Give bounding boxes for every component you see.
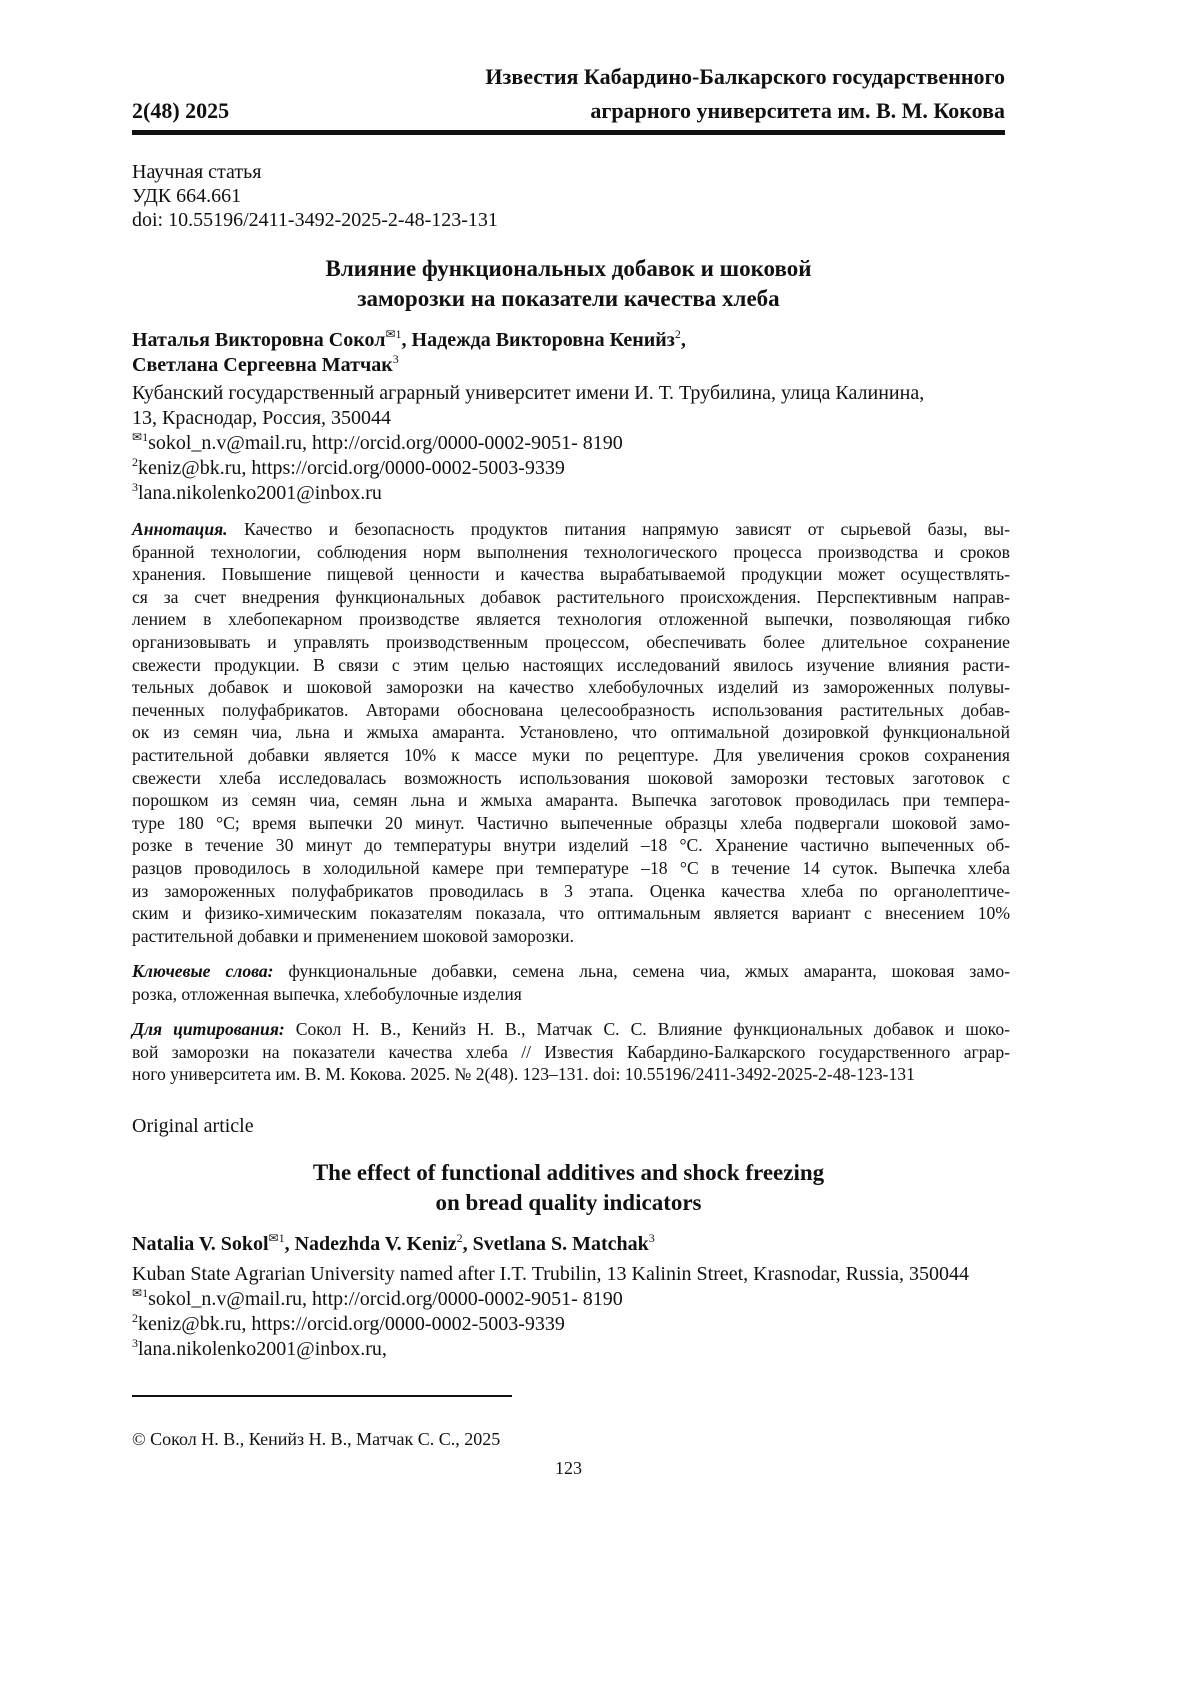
paragraph-line: [132, 880, 1010, 903]
footnote-rule: [132, 1395, 512, 1397]
envelope-icon: ✉: [385, 326, 396, 341]
paragraph-line: [132, 721, 1010, 744]
author: Наталья Викторовна Сокол: [132, 329, 386, 351]
affil-mark: 1: [142, 1285, 149, 1300]
envelope-icon: ✉: [132, 429, 143, 444]
affil-mark: 1: [142, 429, 149, 444]
affiliation-line: 13, Краснодар, Россия, 350044: [132, 407, 392, 429]
author: Natalia V. Sokol: [132, 1233, 269, 1255]
copyright: © Сокол Н. В., Кенийз Н. В., Матчак С. С., 2025: [132, 1429, 501, 1449]
paragraph-line: [132, 983, 1010, 1006]
paragraph-line: [132, 676, 1010, 699]
doi: doi: 10.55196/2411-3492-2025-2-48-123-131: [132, 209, 498, 231]
affil-mark: 2: [132, 1310, 138, 1325]
affil-mark: 2: [456, 1230, 463, 1245]
author: Svetlana S. Matchak: [472, 1233, 649, 1255]
paragraph-text: свежести хлеба исследовалась возможность использования шоковой заморозки тестовых заготовок с: [132, 767, 1010, 788]
paragraph-label: Ключевые слова:: [132, 961, 274, 981]
page-number: 123: [555, 1458, 582, 1478]
paragraph-line: [132, 812, 1010, 835]
article-meta: [132, 160, 498, 232]
sep: ,: [462, 1233, 473, 1255]
paragraph-text: хранения. Повышение пищевой ценности и качества вырабатываемой продукции может осуществлять-: [132, 564, 1010, 585]
paragraph-label: Аннотация.: [132, 519, 228, 539]
issue-number: 2(48) 2025: [132, 98, 230, 123]
en-article-type: Original article: [132, 1115, 254, 1137]
paragraph-line: [132, 789, 1010, 812]
paragraph-text: растительной добавки является 10% к массе муки по рецептуре. Для увеличения сроков сохранения: [132, 744, 1010, 765]
udc: УДК 664.661: [132, 185, 242, 207]
affil-mark: 2: [674, 326, 681, 341]
envelope-icon: ✉: [268, 1230, 279, 1245]
paragraph-text: ся за счет внедрения функциональных добавок растительного происхождения. Перспективным направ-: [132, 586, 1010, 607]
affil-mark: 3: [648, 1230, 655, 1245]
paragraph-text: вой заморозки на показатели качества хлеба // Известия Кабардино-Балкарского государственного аграр-: [132, 1041, 1010, 1062]
affiliation-line: Kuban State Agrarian University named after I.T. Trubilin, 13 Kalinin Street, Krasnodar, Russia, 350044: [132, 1263, 970, 1285]
paragraph-label: Для цитирования:: [132, 1019, 285, 1039]
ru-title: [132, 254, 1005, 314]
paragraph-line: [132, 586, 1010, 609]
paragraph-line: [132, 960, 1010, 983]
journal-name-line1: Известия Кабардино-Балкарского государственного: [485, 64, 1005, 89]
affil-mark: 3: [132, 1335, 138, 1350]
en-title-line1: The effect of functional additives and shock freezing: [312, 1160, 825, 1185]
contact-1: sokol_n.v@mail.ru, http://orcid.org/0000-0002-9051- 8190: [148, 432, 623, 454]
en-title: [132, 1158, 1005, 1218]
affil-mark: 3: [132, 479, 138, 494]
author: Светлана Сергеевна Матчак: [132, 354, 393, 376]
paragraph-text: лением в хлебопекарном производстве является технология отложенной выпечки, позволяющая гибко: [132, 609, 1010, 630]
affiliation-line: Кубанский государственный аграрный университет имени И. Т. Трубилина, улица Калинина,: [132, 382, 925, 404]
ru-affiliation: [132, 381, 1012, 506]
paragraph-line: [132, 699, 1010, 722]
paragraph-line: [132, 608, 1010, 631]
contact-1: sokol_n.v@mail.ru, http://orcid.org/0000-0002-9051- 8190: [148, 1288, 623, 1310]
affil-mark: 1: [395, 326, 402, 341]
paragraph-text: свежести продукции. В связи с этим целью настоящих исследований явилось изучение влияния расти-: [132, 654, 1010, 675]
affil-mark: 3: [392, 351, 399, 366]
author: Nadezhda V. Keniz: [294, 1233, 457, 1255]
paragraph-text: функциональные добавки, семена льна, семена чиа, жмых амаранта, шоковая замо-: [273, 961, 1010, 981]
contact-3: lana.nikolenko2001@inbox.ru: [138, 482, 382, 504]
paragraph-line: [132, 631, 1010, 654]
paragraph-line: [132, 563, 1010, 586]
en-title-line2: on bread quality indicators: [435, 1190, 702, 1215]
paragraph-text: ок из семян чиа, льна и жмыха амаранта. Установлено, что оптимальной дозировкой функциональной: [132, 722, 1010, 743]
paragraph-text: тельных добавок и шоковой заморозки на качество хлебобулочных изделий из замороженных полувы-: [132, 677, 1010, 698]
paragraph-line: [132, 518, 1010, 541]
paragraph-line: [132, 857, 1010, 880]
paragraph-line: [132, 1018, 1010, 1041]
article-type: Научная статья: [132, 161, 262, 183]
header-rule: [132, 130, 1005, 135]
journal-name-line2: аграрного университета им. В. М. Кокова: [590, 98, 1005, 123]
contact-2: keniz@bk.ru, https://orcid.org/0000-0002-5003-9339: [138, 1313, 565, 1335]
paragraph-text: организовывать и управлять производственным процессом, обеспечивать более длительное сохранение: [132, 631, 1010, 652]
affil-mark: 2: [132, 454, 138, 469]
contact-2: keniz@bk.ru, https://orcid.org/0000-0002-5003-9339: [138, 457, 565, 479]
paragraph-text: Сокол Н. В., Кенийз Н. В., Матчак С. С. Влияние функциональных добавок и шоко-: [284, 1019, 1010, 1039]
paragraph-line: [132, 902, 1010, 925]
paragraph-line: [132, 744, 1010, 767]
paragraph-text: разцов проводилось в холодильной камере при температуре –18 °С в течение 14 суток. Выпечка хлеба: [132, 857, 1010, 878]
paragraph-text: из замороженных полуфабрикатов проводилась в 3 этапа. Оценка качества хлеба по органолептиче-: [132, 880, 1010, 901]
sep: ,: [680, 329, 686, 351]
keywords: [132, 960, 1010, 1005]
paragraph-line: [132, 1063, 1010, 1086]
en-affiliation: [132, 1262, 1012, 1362]
paragraph-text: печенных полуфабрикатов. Авторами обоснована целесообразность использования растительных добав-: [132, 699, 1010, 720]
paragraph-text: ного университета им. В. М. Кокова. 2025. № 2(48). 123–131. doi: 10.55196/2411-3492-2025-2-48-123-131: [132, 1064, 915, 1085]
paragraph-text: туре 180 °С; время выпечки 20 минут. Частично выпеченные образцы хлеба подвергали шоковой замо-: [132, 812, 1010, 833]
paragraph-text: розке в течение 30 минут до температуры внутри изделий –18 °С. Хранение частично выпеченных об-: [132, 835, 1010, 856]
envelope-icon: ✉: [132, 1285, 143, 1300]
paragraph-text: бранной технологии, соблюдения норм выполнения технологического процесса производства и сроков: [132, 541, 1010, 562]
contact-3: lana.nikolenko2001@inbox.ru,: [138, 1338, 387, 1360]
author: Надежда Викторовна Кенийз: [411, 329, 675, 351]
paragraph-line: [132, 654, 1010, 677]
paragraph-line: [132, 767, 1010, 790]
paragraph-text: розка, отложенная выпечка, хлебобулочные изделия: [132, 983, 522, 1004]
paragraph-line: [132, 541, 1010, 564]
paragraph-line: [132, 1041, 1010, 1064]
abstract: [132, 518, 1010, 947]
affil-mark: 1: [278, 1230, 285, 1245]
paragraph-text: ским и физико-химическим показателям показала, что оптимальным является вариант с внесением 10%: [132, 903, 1010, 924]
sep: ,: [284, 1233, 295, 1255]
sep: ,: [401, 329, 412, 351]
ru-title-line1: Влияние функциональных добавок и шоковой: [325, 256, 812, 281]
en-authors: [132, 1232, 1032, 1257]
paragraph-text: Качество и безопасность продуктов питания напрямую зависят от сырьевой базы, вы-: [227, 519, 1010, 539]
ru-authors: [132, 328, 1032, 378]
paragraph-line: [132, 834, 1010, 857]
paragraph-line: [132, 925, 1010, 948]
ru-title-line2: заморозки на показатели качества хлеба: [357, 286, 780, 311]
paragraph-text: растительной добавки и применением шоковой заморозки.: [132, 925, 574, 946]
paragraph-text: порошком из семян чиа, семян льна и жмыха амаранта. Выпечка заготовок проводилась при темпера-: [132, 790, 1010, 811]
citation: [132, 1018, 1010, 1086]
